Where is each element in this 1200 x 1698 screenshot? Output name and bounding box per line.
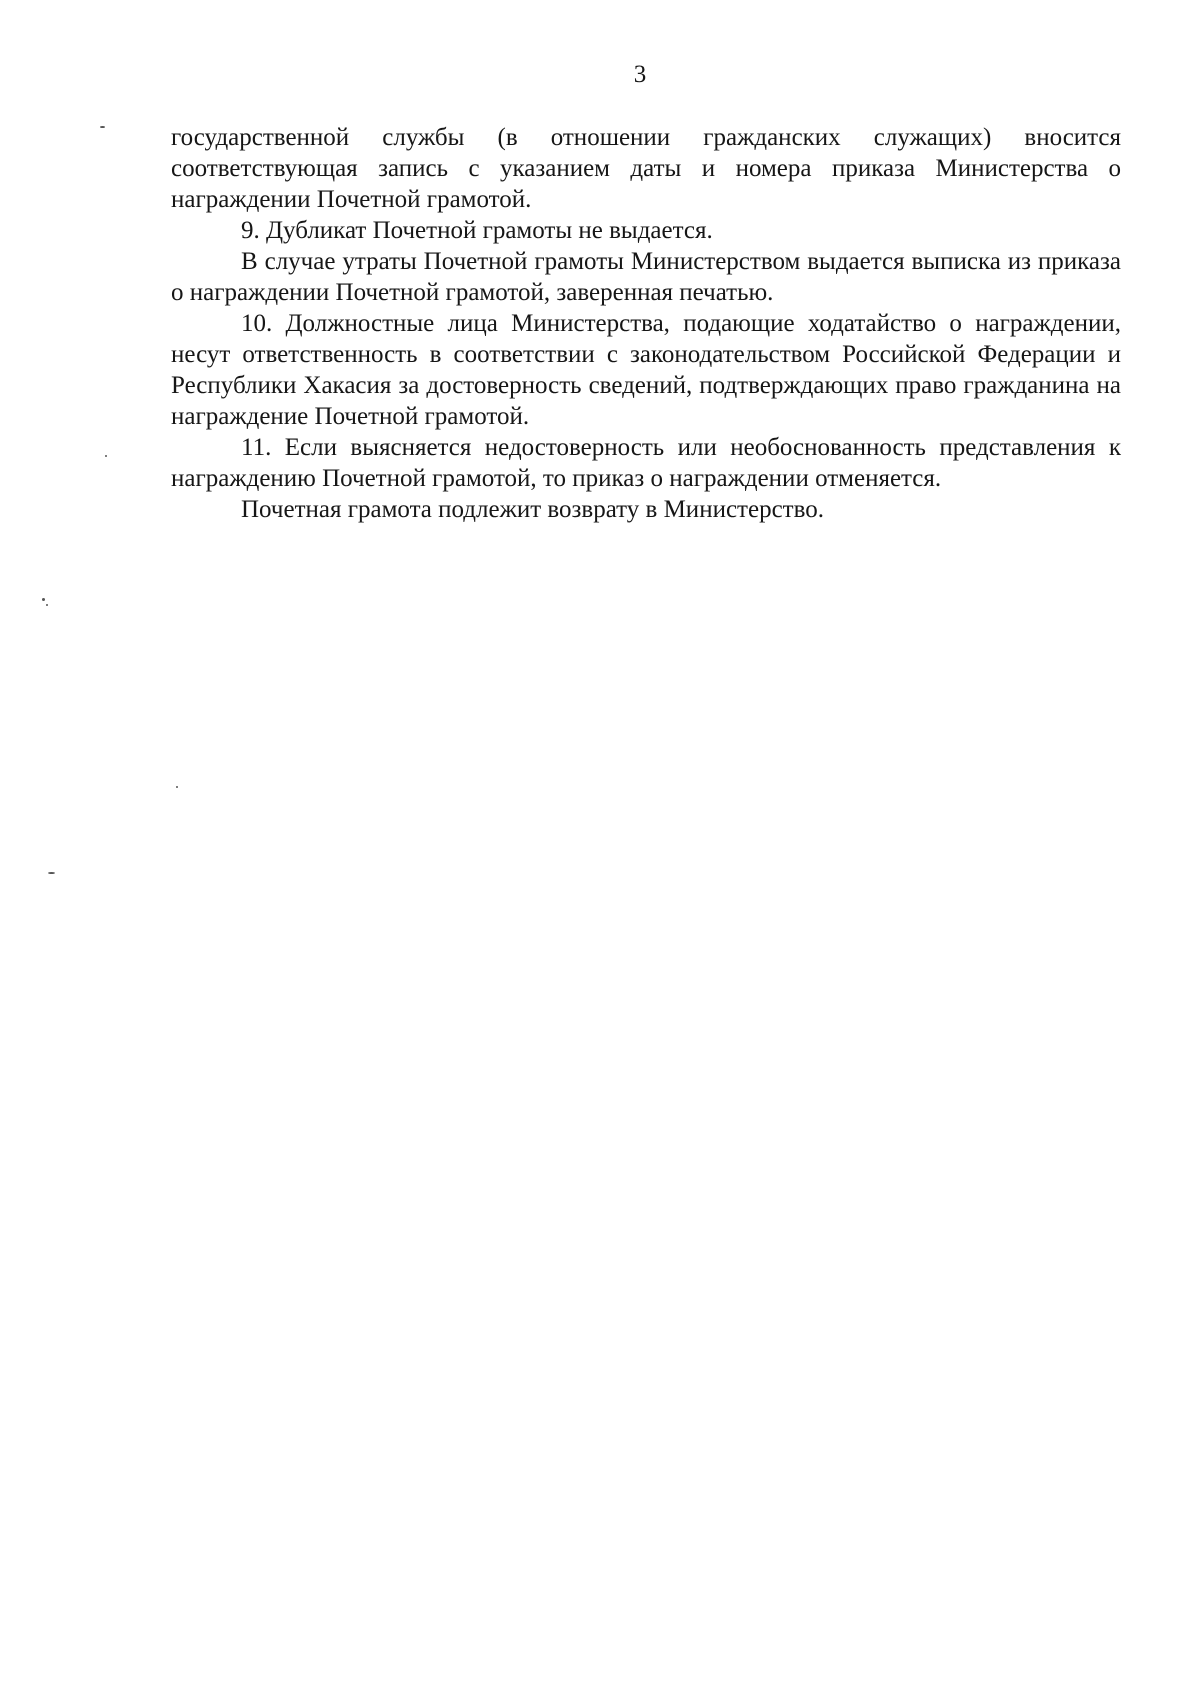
scan-speck — [100, 126, 105, 128]
paragraph-item-9: 9. Дубликат Почетной грамоты не выдается. — [241, 217, 713, 244]
scan-speck — [105, 455, 107, 457]
paragraph-item-11: 11. Если выясняется недостоверность или необоснованность представления к награждению Почетной грамотой, то приказ о награждении отменяется. — [171, 434, 1121, 492]
scan-speck — [46, 604, 48, 606]
paragraph-continuation: государственной службы (в отношении гражданских служащих) вносится соответствующая запись с указанием даты и номера приказа Министерства о награждении Почетной грамотой. — [171, 124, 1121, 213]
paragraph-return: Почетная грамота подлежит возврату в Министерство. — [241, 496, 824, 523]
document-body — [171, 122, 1121, 525]
paragraph-item-10: 10. Должностные лица Министерства, подающие ходатайство о награждении, несут ответственность в соответствии с законодательством Российской Федерации и Республики Хакасия за достоверность сведений, подтверждающих право гражданина на награждение Почетной грамотой. — [171, 310, 1121, 430]
scan-speck — [42, 598, 45, 601]
scan-speck — [48, 872, 55, 874]
scan-speck — [176, 786, 178, 788]
page-number: 3 — [633, 61, 647, 88]
paragraph-loss-case: В случае утраты Почетной грамоты Министерством выдается выписка из приказа о награждении Почетной грамотой, заверенная печатью. — [171, 248, 1121, 306]
